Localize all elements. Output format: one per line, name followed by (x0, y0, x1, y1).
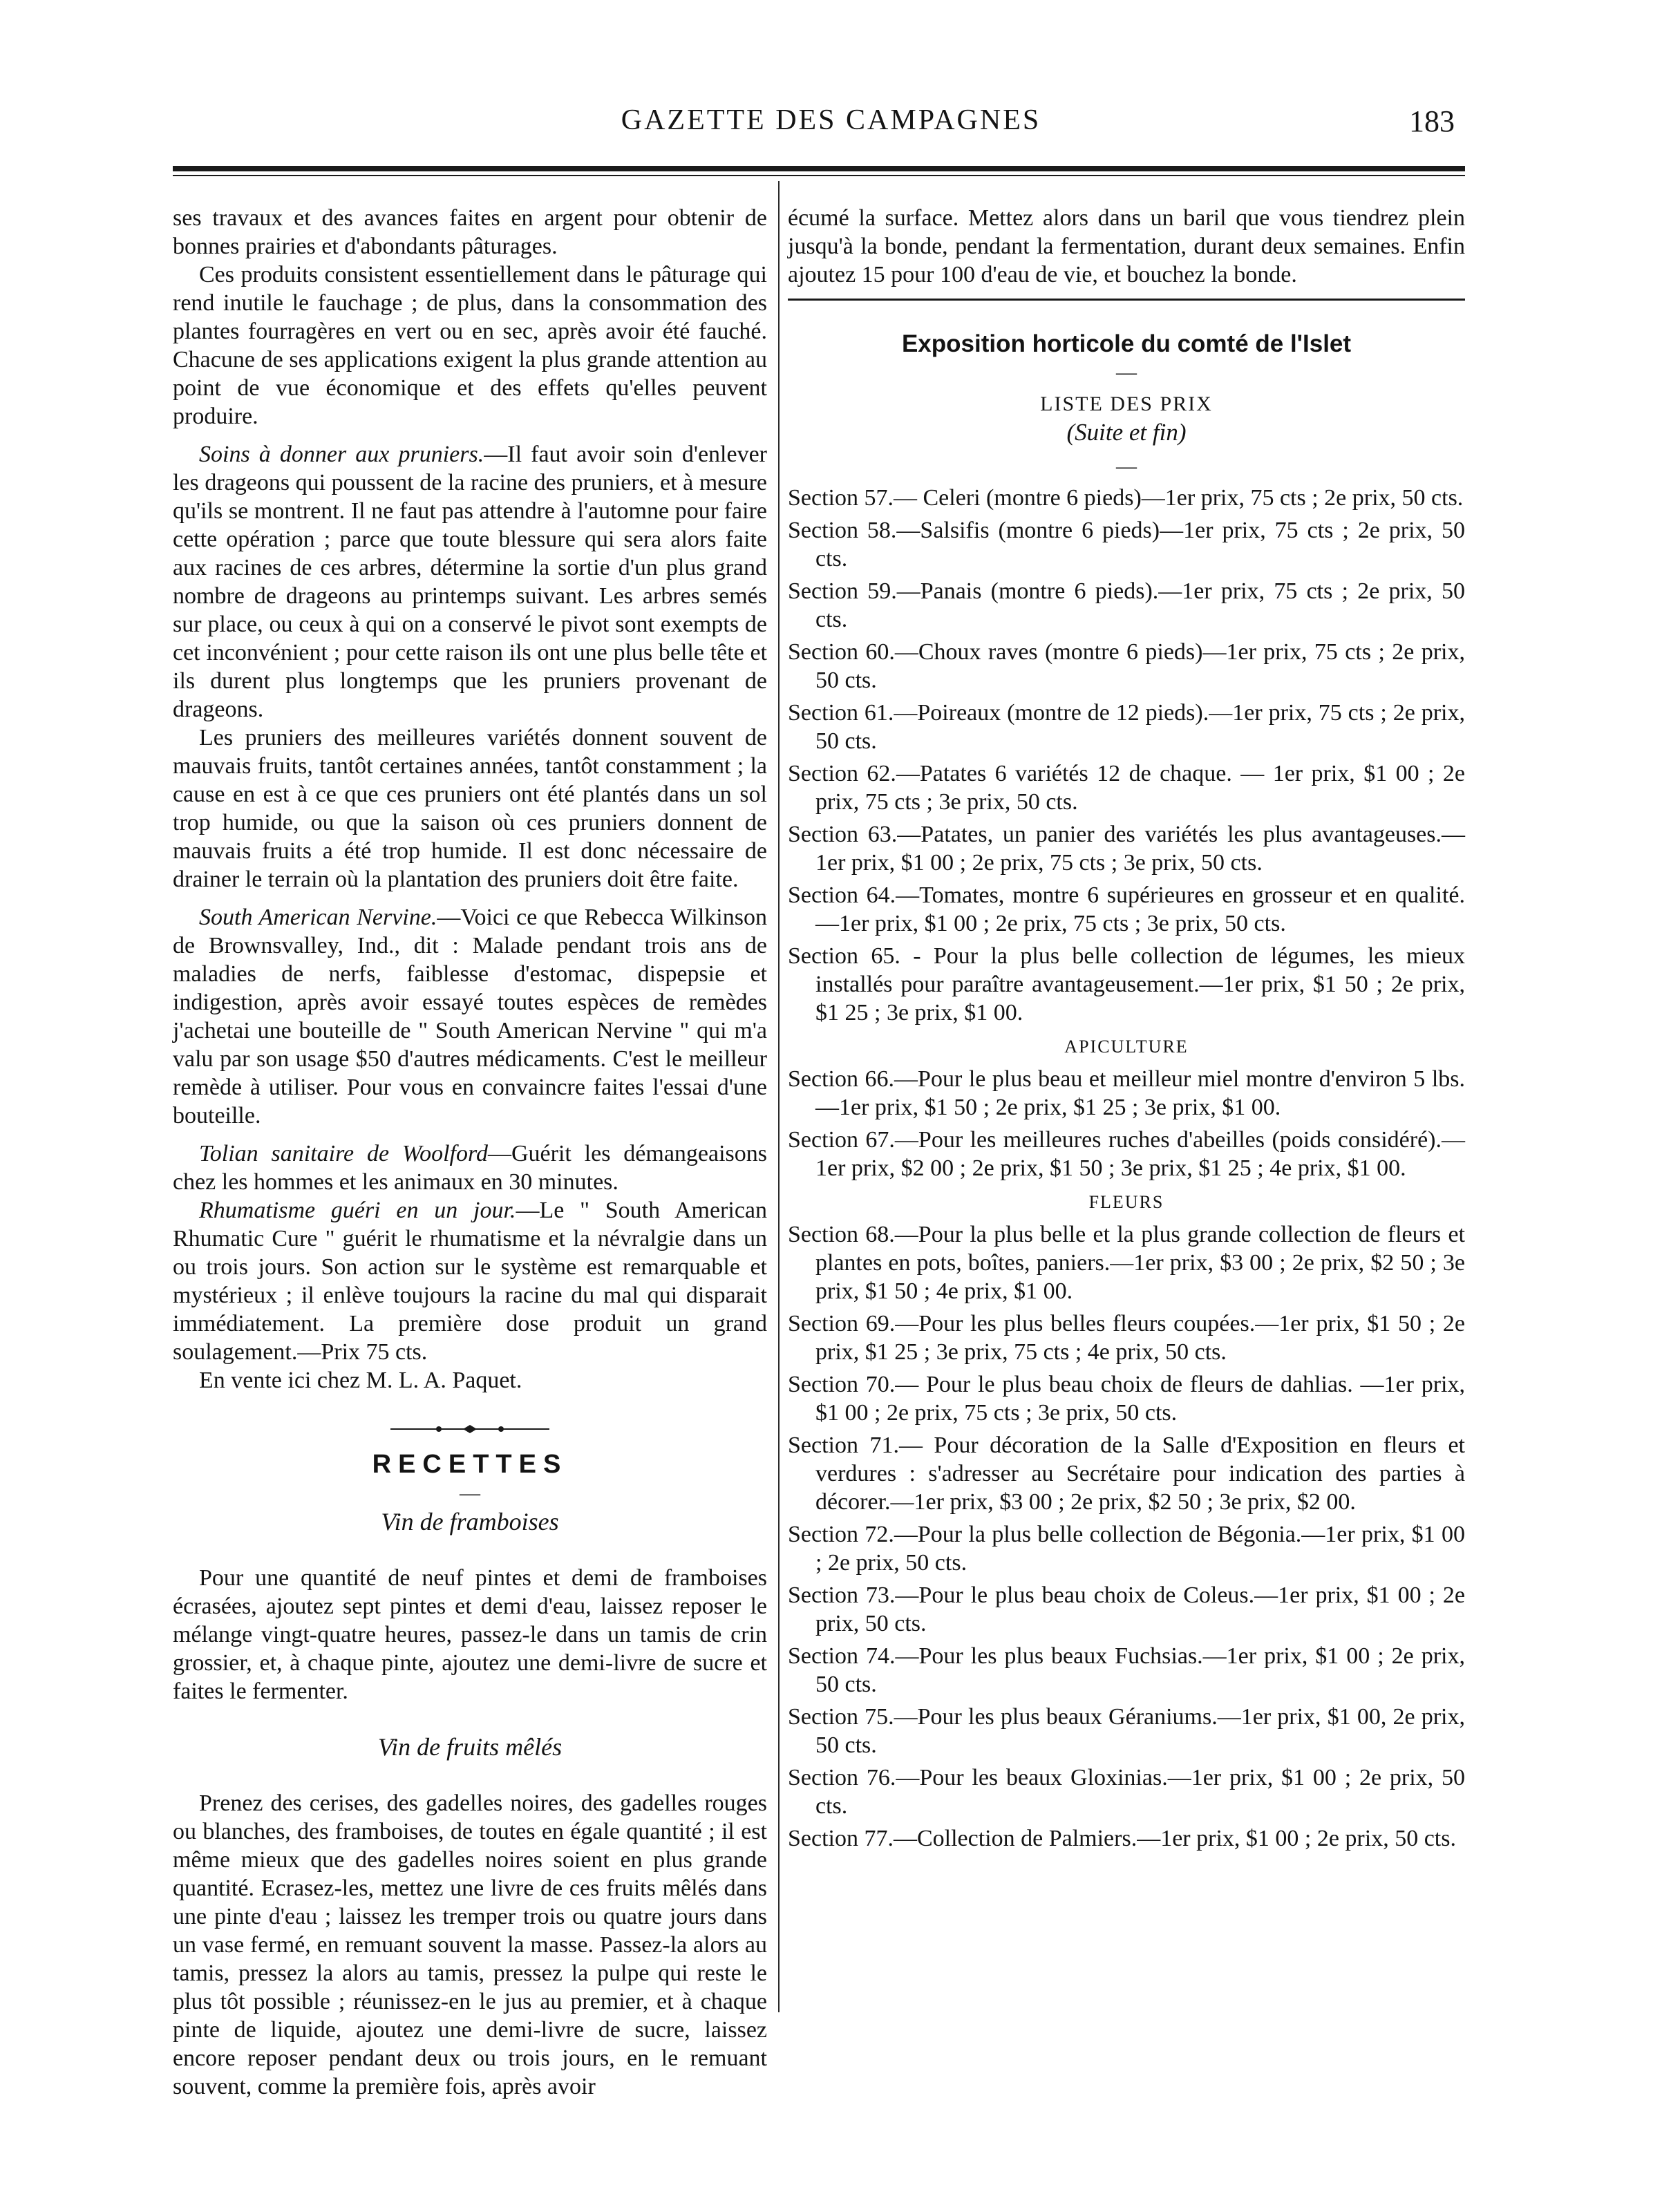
paragraph-body: —Il faut avoir soin d'enlever les drageons qui poussent de la racine des pruniers, et à mesure qu'ils se montrent. Il ne faut pas attendre à l'automne pour faire cette opération ; parce que toute blessure qui sera alors faite aux racines de ces arbres, détermine la sortie d'un plus grand nombre de drageons au printemps suivant. Les arbres semés sur place, ou ceux à qui on a conservé le pivot sont exempts de cet inconvénient ; pour cette raison ils ont une plus belle tête et ils durent plus longtemps que les pruniers provenant de drageons. (173, 442, 767, 722)
prize-section: Section 63.—Patates, un panier des variétés les plus avantageuses.—1er prix, $1 00 ; 2e prix, 75 cts ; 3e prix, 50 cts. (788, 822, 1465, 876)
paragraph-lead: Rhumatisme guéri en un jour. (199, 1198, 516, 1223)
ornament-divider (173, 1414, 767, 1442)
left-column (173, 204, 767, 2101)
prize-section: Section 59.—Panais (montre 6 pieds).—1er prix, 75 cts ; 2e prix, 50 cts. (788, 578, 1465, 632)
prize-list-subheading: (Suite et fin) (1066, 419, 1187, 446)
right-column (788, 204, 1465, 1857)
exhibition-title: Exposition horticole du comté de l'Islet (901, 330, 1352, 357)
paragraph: Ces produits consistent essentiellement dans le pâturage qui rend inutile le fauchage ; de plus, dans la consommation des plantes fourragères en vert ou en sec, après avoir été fauché. Chacune de ses applications exigent la plus grande attention au point de vue économique et des effets qu'elles peuvent produire. (173, 262, 767, 429)
prize-section: Section 76.—Pour les beaux Gloxinias.—1er prix, $1 00 ; 2e prix, 50 cts. (788, 1765, 1465, 1819)
paragraph (173, 903, 767, 1130)
prize-section: Section 62.—Patates 6 variétés 12 de chaque. — 1er prix, $1 00 ; 2e prix, 75 cts ; 3e prix, 50 cts. (788, 761, 1465, 815)
paragraph-lead: South American Nervine. (199, 905, 437, 930)
prize-section: Section 65. - Pour la plus belle collection de légumes, les mieux installés pour paraître avantageusement.—1er prix, $1 50 ; 2e prix, $1 25 ; 3e prix, $1 00. (788, 943, 1465, 1025)
recipe-body: Pour une quantité de neuf pintes et demi de framboises écrasées, ajoutez sept pintes et demi d'eau, laissez reposer le mélange vingt-quatre heures, passez-le dans un tamis de crin grossier, et, à chaque pinte, ajoutez une demi-livre de sucre et faites le fermenter. (173, 1565, 767, 1704)
paragraph (173, 440, 767, 724)
prize-section: Section 66.—Pour le plus beau et meilleur miel montre d'environ 5 lbs.—1er prix, $1 50 ; 2e prix, $1 25 ; 3e prix, $1 00. (788, 1066, 1465, 1120)
page-number: 183 (1409, 104, 1455, 138)
prize-section: Section 58.—Salsifis (montre 6 pieds)—1er prix, 75 cts ; 2e prix, 50 cts. (788, 518, 1465, 571)
paragraph (173, 1140, 767, 1196)
paragraph-body: —Voici ce que Rebecca Wilkinson de Brownsvalley, Ind., dit : Malade pendant trois ans de maladies de nerfs, faiblesse d'estomac, dispepsie et indigestion, après avoir essayé toutes espèces de remèdes j'achetai une bouteille de " South American Nervine " qui m'a valu par son usage $50 d'autres médicaments. C'est le meilleur remède à utiliser. Pour vous en convaincre faites l'essai d'une bouteille. (173, 905, 767, 1128)
recipe-title: Vin de framboises (381, 1508, 559, 1535)
paragraph: ses travaux et des avances faites en argent pour obtenir de bonnes prairies et d'abondants pâturages. (173, 205, 767, 259)
category-heading-fleurs: FLEURS (1088, 1192, 1164, 1212)
prize-section: Section 74.—Pour les plus beaux Fuchsias.—1er prix, $1 00 ; 2e prix, 50 cts. (788, 1643, 1465, 1697)
prize-list-heading: LISTE DES PRIX (1040, 393, 1213, 415)
short-rule: — (460, 1482, 480, 1504)
paragraph: Les pruniers des meilleures variétés donnent souvent de mauvais fruits, tantôt certaines années, tantôt constamment ; la cause en est à ce que ces pruniers ont été plantés dans un sol trop humide, ou que la saison où ces pruniers donnent de mauvais fruits a été trop humide. Il est donc nécessaire de drainer le terrain où la plantation des pruniers doit être faite. (173, 725, 767, 892)
ornament-rule-icon (390, 1424, 549, 1434)
recipe-body: Prenez des cerises, des gadelles noires, des gadelles rouges ou blanches, des framboises, de toutes en égale quantité ; il est même mieux que des gadelles noires soient en plus grande quantité. Ecrasez-les, mettez une livre de ces fruits mêlés dans une pinte d'eau ; laissez les tremper trois ou quatre jours dans un vase fermé, en remuant souvent la masse. Passez-la alors au tamis, pressez la alors au tamis, pressez la pulpe qui reste le plus tôt possible ; réunissez-en le jus au premier, et à chaque pinte de liquide, ajoutez une demi-livre de sucre, laissez encore reposer pendant deux ou trois jours, en le remuant souvent, comme la première fois, après avoir (173, 1790, 767, 2099)
prize-section: Section 60.—Choux raves (montre 6 pieds)—1er prix, 75 cts ; 2e prix, 50 cts. (788, 639, 1465, 693)
paragraph-body: —Guérit les démangeaisons chez les hommes et les animaux en 30 minutes. (173, 1141, 767, 1195)
prize-section: Section 71.— Pour décoration de la Salle d'Exposition en fleurs et verdures : s'adresser au Secrétaire pour indication des parties à décorer.—1er prix, $3 00 ; 2e prix, $2 50 ; 3e prix, $2 00. (788, 1433, 1465, 1515)
header-rule-thin (173, 175, 1465, 176)
prize-section: Section 68.—Pour la plus belle et la plus grande collection de fleurs et plantes en pots, boîtes, paniers.—1er prix, $3 00 ; 2e prix, $2 50 ; 3e prix, $1 50 ; 4e prix, $1 00. (788, 1222, 1465, 1304)
paragraph-lead: Soins à donner aux pruniers. (199, 442, 484, 467)
prize-section: Section 69.—Pour les plus belles fleurs coupées.—1er prix, $1 50 ; 2e prix, $1 25 ; 3e prix, 75 cts ; 4e prix, 50 cts. (788, 1311, 1465, 1365)
section-heading-recettes: RECETTES (372, 1450, 568, 1479)
prize-section: Section 61.—Poireaux (montre de 12 pieds).—1er prix, 75 cts ; 2e prix, 50 cts. (788, 700, 1465, 754)
prize-section: Section 70.— Pour le plus beau choix de fleurs de dahlias. —1er prix, $1 00 ; 2e prix, 75 cts ; 3e prix, 50 cts. (788, 1372, 1465, 1426)
prize-section: Section 77.—Collection de Palmiers.—1er prix, $1 00 ; 2e prix, 50 cts. (788, 1826, 1456, 1851)
recipe-title: Vin de fruits mêlés (377, 1733, 563, 1761)
prize-section: Section 57.— Celeri (montre 6 pieds)—1er prix, 75 cts ; 2e prix, 50 cts. (788, 485, 1464, 511)
paragraph-body: —Le " South American Rhumatic Cure " guérit le rhumatisme et la névralgie dans un ou trois jours. Son action sur le système est remarquable et mystérieux ; il enlève toujours la racine du mal qui disparait immédiatement. La première dose produit un grand soulagement.—Prix 75 cts. (173, 1198, 767, 1365)
prize-section: Section 64.—Tomates, montre 6 supérieures en grosseur et en qualité.—1er prix, $1 00 ; 2e prix, 75 cts ; 3e prix, 50 cts. (788, 882, 1465, 936)
prize-section: Section 75.—Pour les plus beaux Géraniums.—1er prix, $1 00, 2e prix, 50 cts. (788, 1704, 1465, 1758)
section-rule (788, 299, 1465, 301)
paragraph (173, 1196, 767, 1366)
category-heading-apiculture: APICULTURE (1064, 1037, 1189, 1057)
header-rule-thick (173, 166, 1465, 171)
page-header-title: GAZETTE DES CAMPAGNES (621, 104, 1041, 136)
paragraph: écumé la surface. Mettez alors dans un baril que vous tiendrez plein jusqu'à la bonde, pendant la fermentation, durant deux semaines. Enfin ajoutez 15 pour 100 d'eau de vie, et bouchez la bonde. (788, 205, 1465, 287)
prize-section: Section 67.—Pour les meilleures ruches d'abeilles (poids considéré).—1er prix, $2 00 ; 2e prix, $1 50 ; 3e prix, $1 25 ; 4e prix, $1 00. (788, 1127, 1465, 1181)
prize-section: Section 72.—Pour la plus belle collection de Bégonia.—1er prix, $1 00 ; 2e prix, 50 cts. (788, 1522, 1465, 1576)
paragraph: En vente ici chez M. L. A. Paquet. (199, 1368, 522, 1393)
paragraph-lead: Tolian sanitaire de Woolford (199, 1141, 488, 1166)
prize-section: Section 73.—Pour le plus beau choix de Coleus.—1er prix, $1 00 ; 2e prix, 50 cts. (788, 1582, 1465, 1636)
column-divider (778, 181, 780, 2012)
short-rule: — (1116, 455, 1137, 478)
short-rule: — (1116, 361, 1137, 384)
